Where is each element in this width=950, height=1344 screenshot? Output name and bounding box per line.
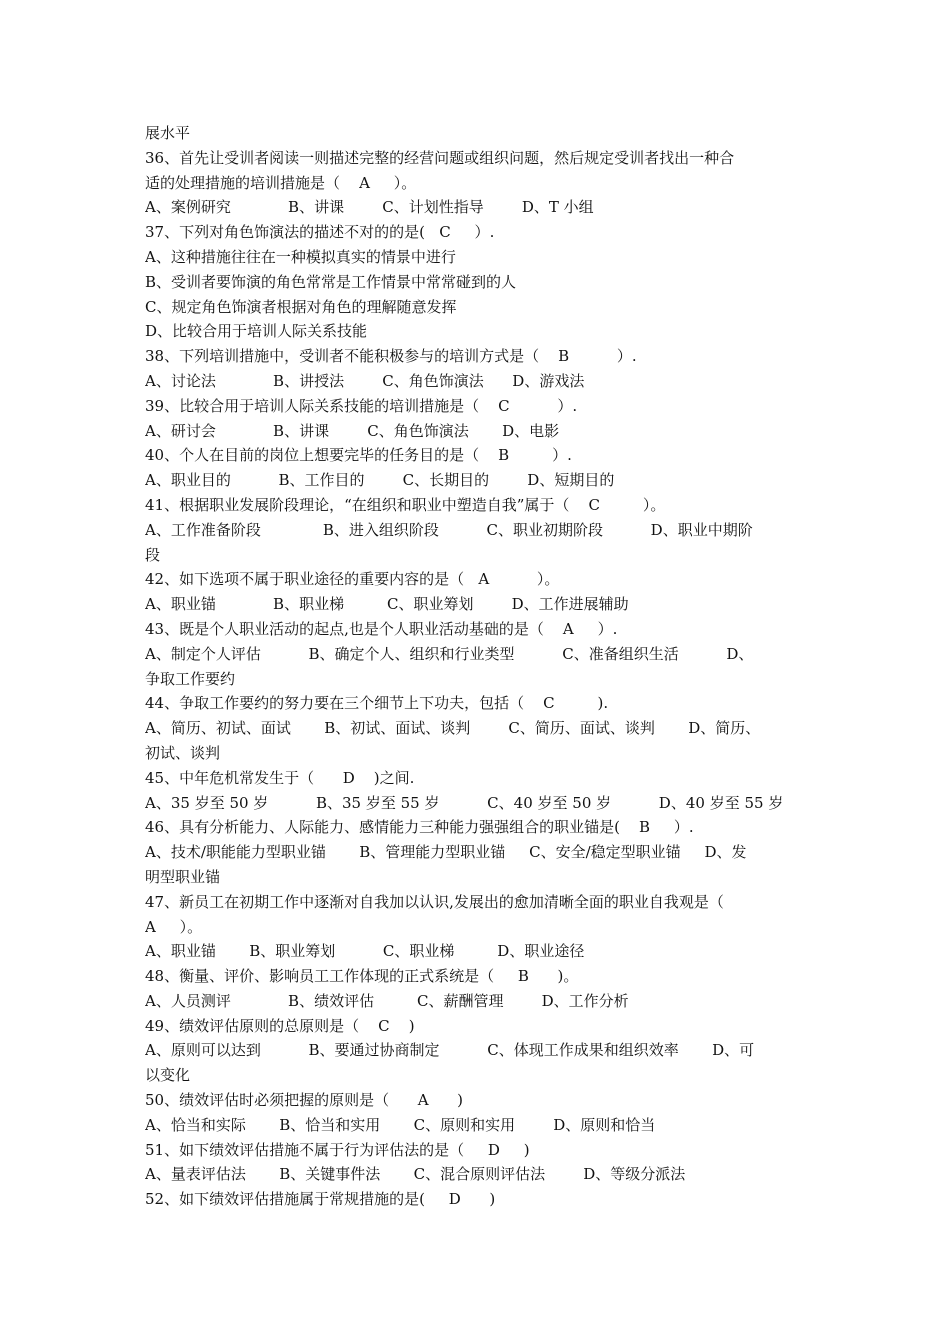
text-line: 展水平 xyxy=(145,124,191,142)
text-line: A、工作准备阶段 B、进入组织阶段 C、职业初期阶段 D、职业中期阶 xyxy=(145,520,753,539)
text-line: 47、新员工在初期工作中逐渐对自我加以认识,发展出的愈加清晰全面的职业自我观是（ xyxy=(145,892,724,911)
text-line: A、职业锚 B、职业梯 C、职业筹划 D、工作进展辅助 xyxy=(145,595,629,614)
text-line: A、制定个人评估 B、确定个人、组织和行业类型 C、准备组织生活 D、 xyxy=(145,644,754,663)
text-line: A、恰当和实际 B、恰当和实用 C、原则和实用 D、原则和恰当 xyxy=(145,1115,656,1134)
text-line: A、人员测评 B、绩效评估 C、薪酬管理 D、工作分析 xyxy=(145,991,629,1010)
text-line: 52、如下绩效评估措施属于常规措施的是( D ) xyxy=(145,1190,496,1209)
text-line: 48、衡量、评价、影响员工工作体现的正式系统是（ B )。 xyxy=(145,967,579,986)
text-line: 以变化 xyxy=(145,1066,191,1085)
text-line: 争取工作要约 xyxy=(145,669,236,688)
text-line: A、讨论法 B、讲授法 C、角色饰演法 D、游戏法 xyxy=(145,371,585,390)
text-line: 50、绩效评估时必须把握的原则是（ A ) xyxy=(145,1091,463,1110)
text-line: 46、具有分析能力、人际能力、感情能力三种能力强强组合的职业锚是( B ）. xyxy=(145,818,694,837)
text-line: A ）。 xyxy=(145,917,203,936)
text-line: A、35 岁至 50 岁 B、35 岁至 55 岁 C、40 岁至 50 岁 D、40 岁至 55 岁 xyxy=(145,793,784,812)
document-body xyxy=(145,121,810,1212)
text-line: D、比较合用于培训人际关系技能 xyxy=(145,322,368,341)
text-line: 42、如下选项不属于职业途径的重要内容的是（ A ）。 xyxy=(145,570,560,589)
text-line: 初试、谈判 xyxy=(145,743,221,762)
text-line: B、受训者要饰演的角色常常是工作情景中常常碰到的人 xyxy=(145,272,517,291)
text-line: A、研讨会 B、讲课 C、角色饰演法 D、电影 xyxy=(145,421,560,440)
text-line: 37、下列对角色饰演法的描述不对的的是( C ）. xyxy=(145,223,495,242)
text-line: A、这种措施往往在一种模拟真实的情景中进行 xyxy=(145,247,456,266)
text-line: 段 xyxy=(145,545,161,564)
text-line: C、规定角色饰演者根据对角色的理解随意发挥 xyxy=(145,297,457,316)
text-line: A、案例研究 B、讲课 C、计划性指导 D、T 小组 xyxy=(145,198,594,217)
text-line: 39、比较合用于培训人际关系技能的培训措施是（ C ）. xyxy=(145,396,578,415)
text-line: 38、下列培训措施中，受训者不能积极参与的培训方式是（ B ）. xyxy=(145,347,637,366)
text-line: 明型职业锚 xyxy=(145,867,221,886)
text-line: 49、绩效评估原则的总原则是（ C ) xyxy=(145,1016,415,1035)
text-line: 40、个人在目前的岗位上想要完毕的任务目的是（ B ）. xyxy=(145,446,572,465)
text-line: A、技术/职能能力型职业锚 B、管理能力型职业锚 C、安全/稳定型职业锚 D、发 xyxy=(145,843,747,862)
text-line: A、简历、初试、面试 B、初试、面试、谈判 C、简历、面试、谈判 D、简历、 xyxy=(145,719,761,738)
text-line: 45、中年危机常发生于（ D )之间. xyxy=(145,768,415,787)
text-line: A、原则可以达到 B、要通过协商制定 C、体现工作成果和组织效率 D、可 xyxy=(145,1041,755,1060)
text-line: A、职业目的 B、工作目的 C、长期目的 D、短期目的 xyxy=(145,471,615,490)
text-line: 51、如下绩效评估措施不属于行为评估法的是（ D ) xyxy=(145,1140,530,1159)
text-line: 41、根据职业发展阶段理论，“在组织和职业中塑造自我”属于（ C ）。 xyxy=(145,495,666,514)
text-line: 36、首先让受训者阅读一则描述完整的经营问题或组织问题，然后规定受训者找出一种合 xyxy=(145,148,735,167)
text-line: A、职业锚 B、职业筹划 C、职业梯 D、职业途径 xyxy=(145,942,585,961)
text-line: 43、既是个人职业活动的起点,也是个人职业活动基础的是（ A ）. xyxy=(145,619,618,638)
text-line: 适的处理措施的培训措施是（ A ）。 xyxy=(145,173,417,192)
text-line: 44、争取工作要约的努力要在三个细节上下功夫，包括（ C ). xyxy=(145,694,609,713)
text-line: A、量表评估法 B、关键事件法 C、混合原则评估法 D、等级分派法 xyxy=(145,1165,686,1184)
